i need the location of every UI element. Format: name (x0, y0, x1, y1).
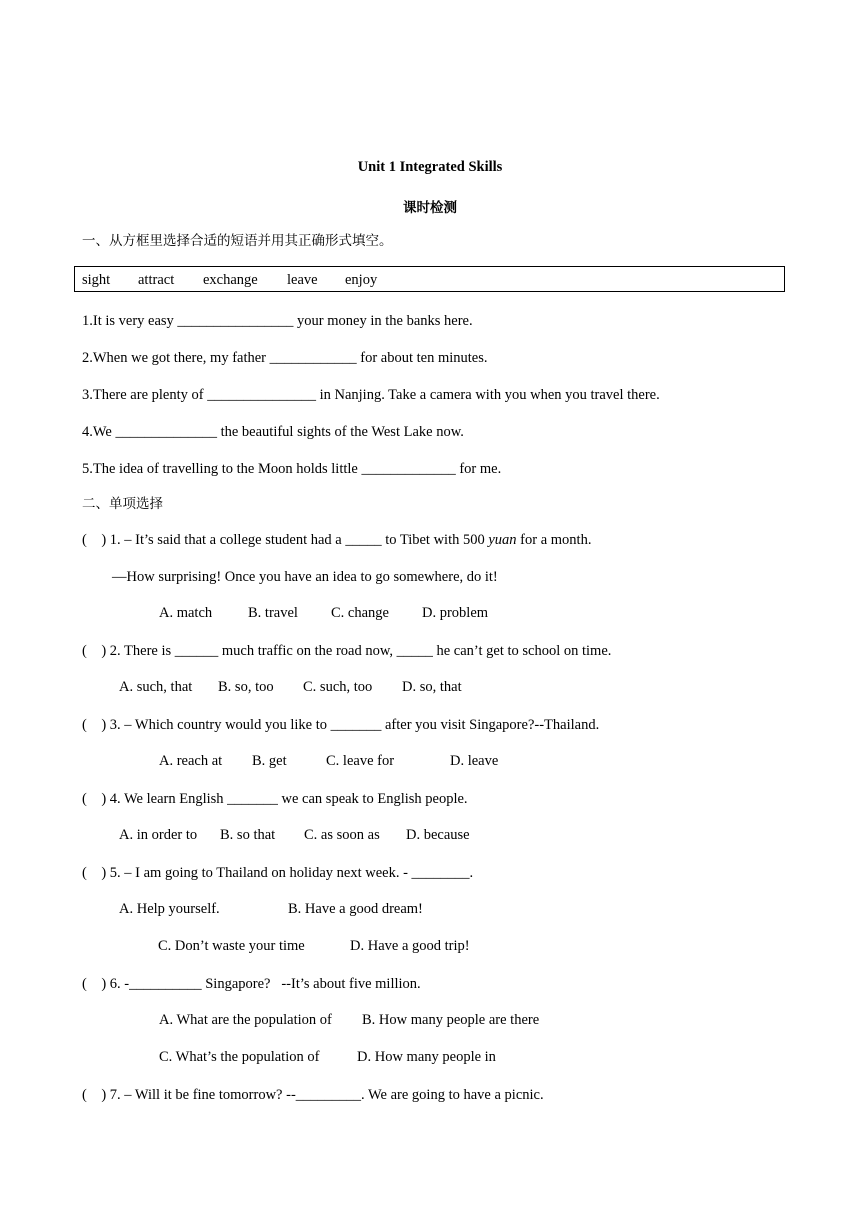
question-1-stem-tail: for a month. (516, 532, 592, 548)
option-c: C. leave for (326, 753, 395, 769)
option-a: A. in order to (119, 827, 198, 843)
fill-blank-item: 1.It is very easy ________________ your money in the banks here. (82, 313, 473, 329)
option-c: C. What’s the population of (159, 1049, 320, 1065)
option-a: A. such, that (119, 679, 193, 695)
question-5-stem: ( ) 5. – I am going to Thailand on holiday next week. - ________. (82, 865, 474, 881)
option-a: A. What are the population of (159, 1012, 332, 1028)
section1-heading: 一、从方框里选择合适的短语并用其正确形式填空。 (82, 233, 393, 249)
question-3-stem: ( ) 3. – Which country would you like to _______ after you visit Singapore?--Thailand. (82, 717, 600, 733)
question-6-stem: ( ) 6. -__________ Singapore? --It’s about five million. (82, 976, 421, 992)
option-b: B. get (252, 753, 287, 769)
fill-blank-item: 3.There are plenty of _______________ in Nanjing. Take a camera with you when you travel there. (82, 387, 660, 403)
word-bank-item: leave (287, 272, 318, 288)
option-a: A. reach at (159, 753, 223, 769)
word-bank-box (74, 266, 785, 292)
option-b: B. How many people are there (362, 1012, 540, 1028)
question-4-stem: ( ) 4. We learn English _______ we can speak to English people. (82, 791, 468, 807)
option-c: C. such, too (303, 679, 373, 695)
question-2-stem: ( ) 2. There is ______ much traffic on the road now, _____ he can’t get to school on time. (82, 643, 612, 659)
option-d: D. How many people in (357, 1049, 496, 1065)
question-1-reply: —How surprising! Once you have an idea to go somewhere, do it! (112, 569, 498, 585)
option-b: B. Have a good dream! (288, 901, 423, 917)
page-title: Unit 1 Integrated Skills (357, 159, 503, 175)
page-subtitle: 课时检测 (403, 200, 457, 216)
section2-heading: 二、单项选择 (82, 496, 163, 512)
option-c: C. change (331, 605, 389, 621)
option-d: D. leave (450, 753, 499, 769)
fill-blank-item: 5.The idea of travelling to the Moon holds little _____________ for me. (82, 461, 502, 477)
question-1-stem (82, 531, 591, 549)
option-d: D. Have a good trip! (350, 938, 470, 954)
fill-blank-item: 2.When we got there, my father ____________ for about ten minutes. (82, 350, 488, 366)
question-7-stem: ( ) 7. – Will it be fine tomorrow? --_________. We are going to have a picnic. (82, 1087, 544, 1103)
fill-blank-item: 4.We ______________ the beautiful sights of the West Lake now. (82, 424, 464, 440)
option-d: D. so, that (402, 679, 462, 695)
word-bank-item: sight (82, 272, 111, 288)
option-d: D. because (406, 827, 470, 843)
question-1-stem-text: ( ) 1. – It’s said that a college student had a _____ to Tibet with 500 (82, 532, 489, 548)
option-c: C. as soon as (304, 827, 380, 843)
option-d: D. problem (422, 605, 489, 621)
option-a: A. Help yourself. (119, 901, 220, 917)
word-bank-item: attract (138, 272, 175, 288)
option-a: A. match (159, 605, 213, 621)
option-b: B. so, too (218, 679, 274, 695)
option-b: B. so that (220, 827, 276, 843)
question-1-stem-italic: yuan (488, 532, 517, 548)
option-c: C. Don’t waste your time (158, 938, 305, 954)
option-b: B. travel (248, 605, 298, 621)
word-bank-item: enjoy (345, 272, 378, 288)
word-bank-item: exchange (203, 272, 258, 288)
